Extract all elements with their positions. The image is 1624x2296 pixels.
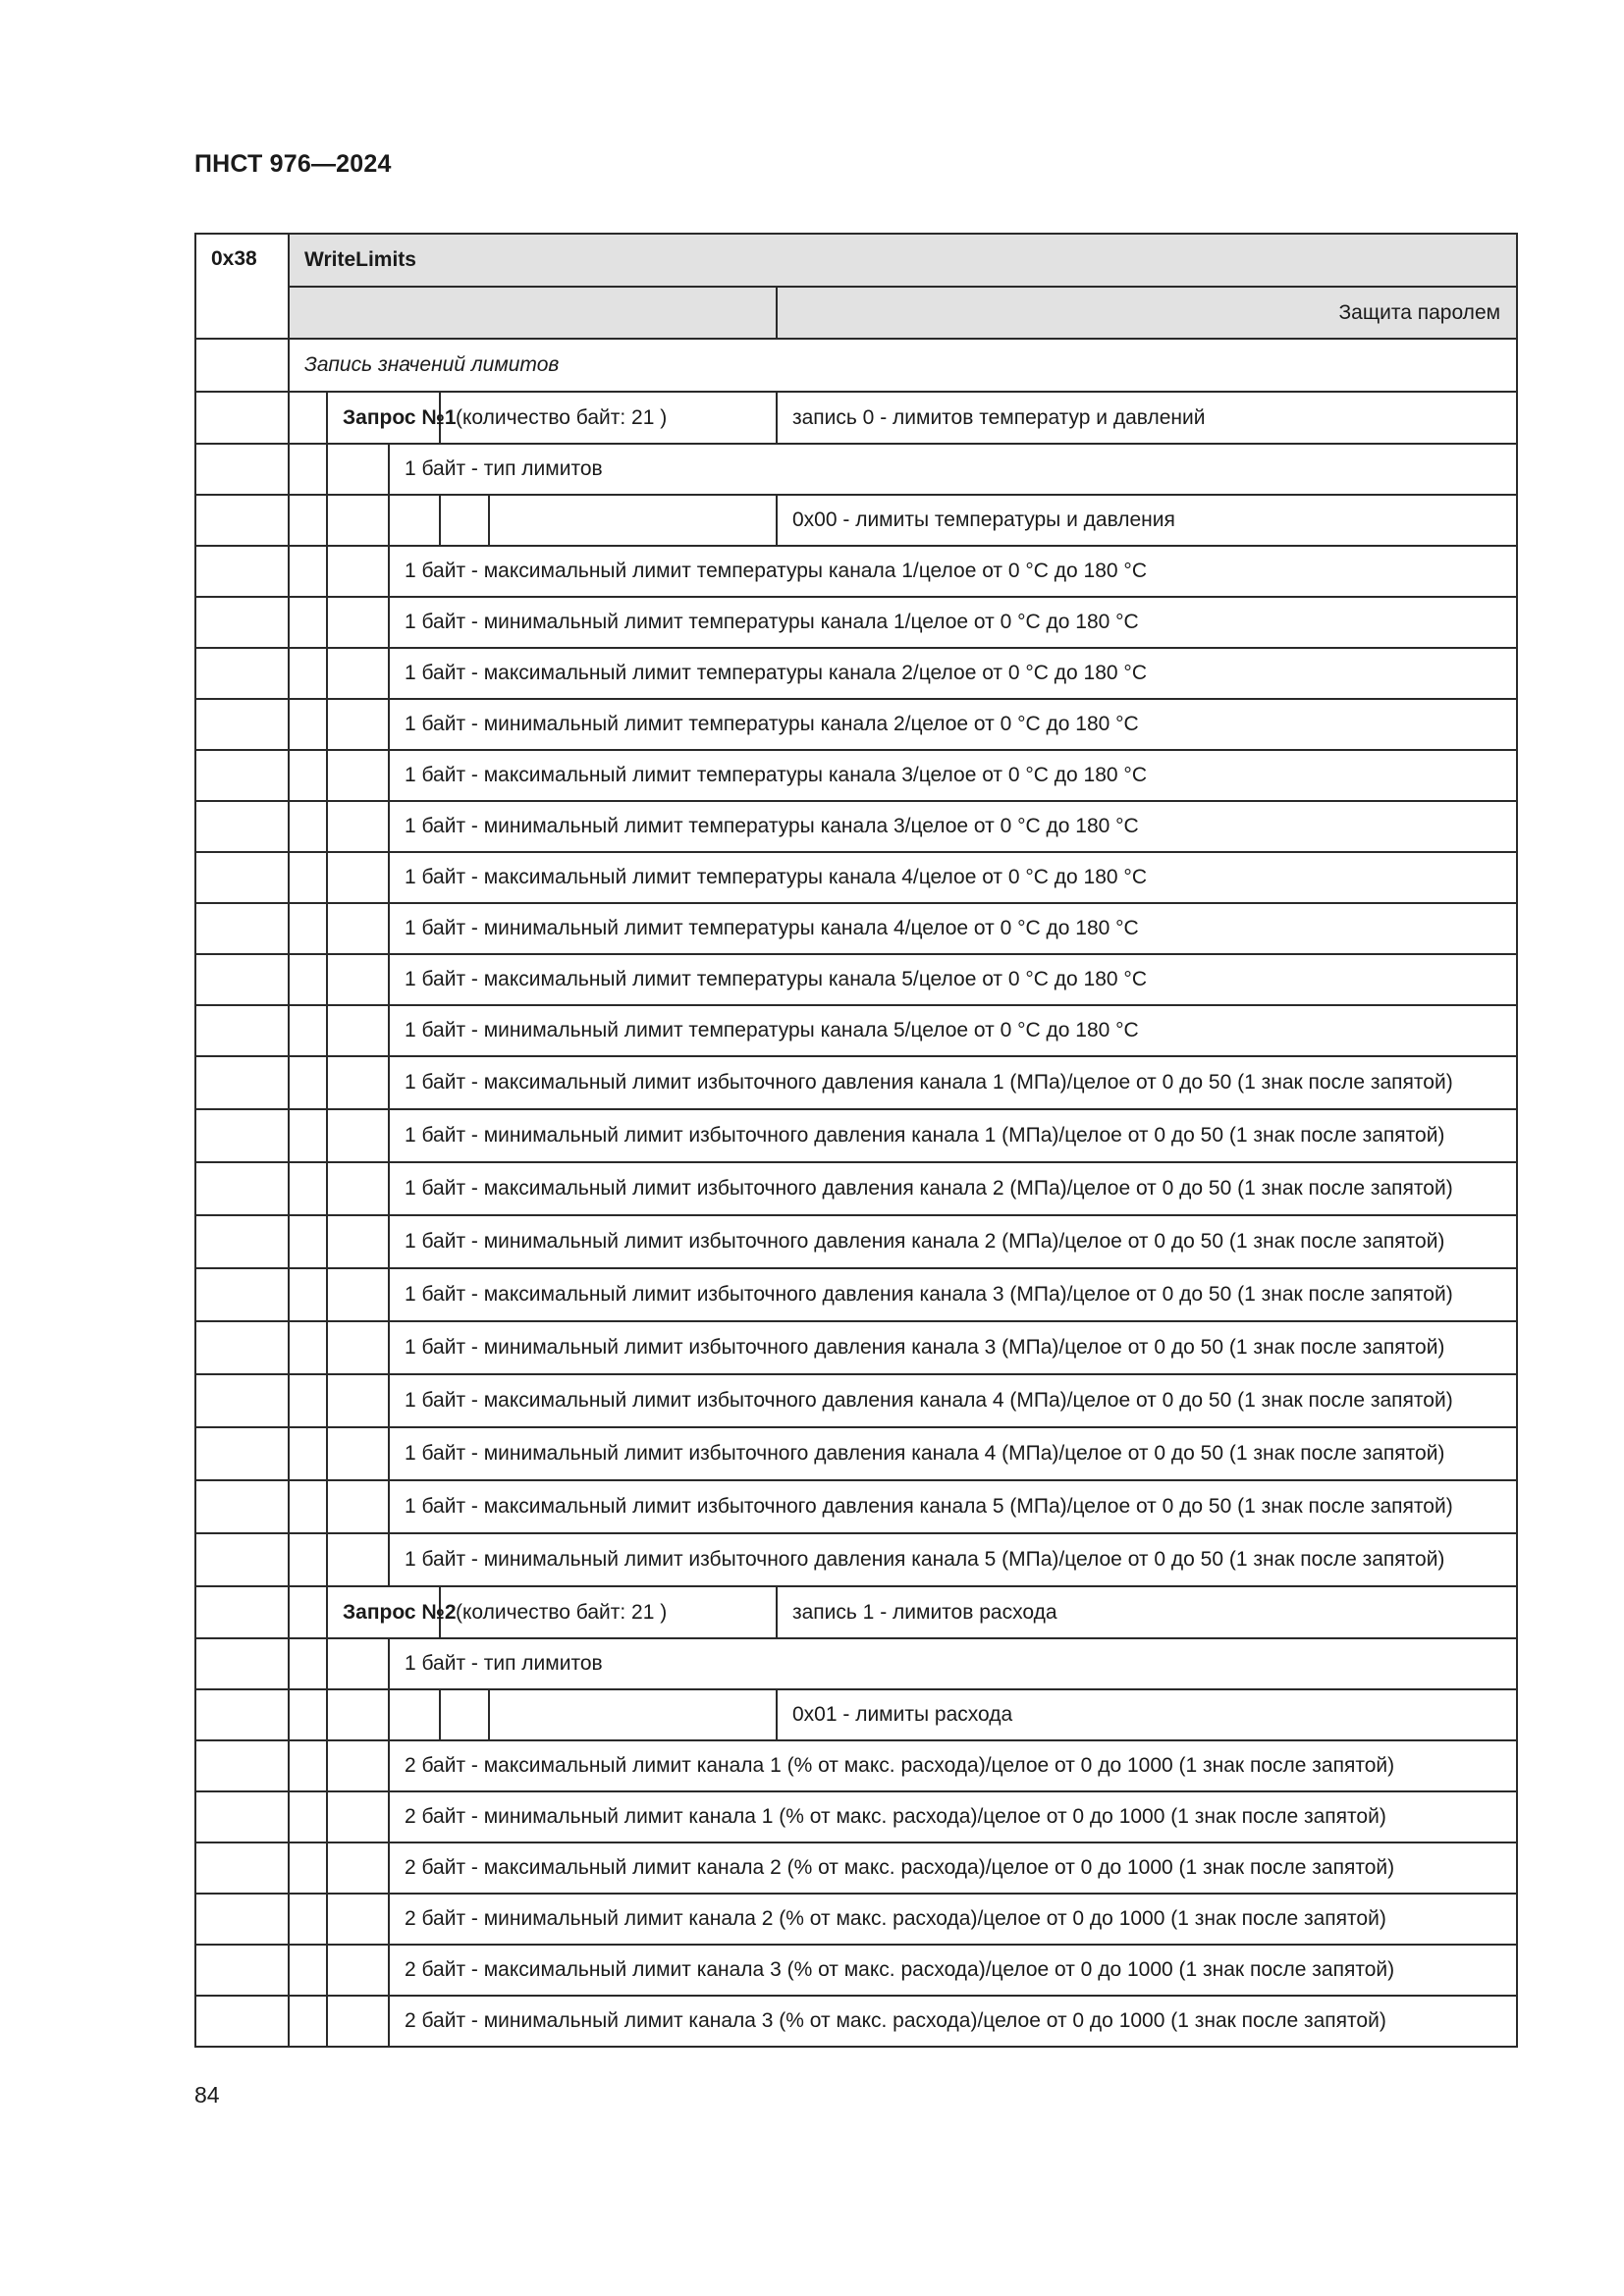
- empty-cell: [327, 954, 389, 1005]
- field-row: [195, 1374, 1517, 1427]
- empty-cell: [327, 1374, 389, 1427]
- command-code: 0x38: [195, 234, 289, 339]
- field-row: [195, 1268, 1517, 1321]
- empty-cell: [327, 1945, 389, 1996]
- field-description: 1 байт - максимальный лимит избыточного давления канала 5 (МПа)/целое от 0 до 50 (1 знак после запятой): [389, 1480, 1517, 1533]
- field-row: [195, 954, 1517, 1005]
- field-row: [195, 1162, 1517, 1215]
- limit-type-value-row: [195, 1689, 1517, 1740]
- empty-cell: [195, 1005, 289, 1056]
- protection-spacer-cell: [289, 287, 777, 339]
- empty-cell: [195, 1056, 289, 1109]
- field-description: 1 байт - максимальный лимит избыточного давления канала 4 (МПа)/целое от 0 до 50 (1 знак после запятой): [389, 1374, 1517, 1427]
- empty-cell: [389, 1689, 440, 1740]
- empty-cell: [289, 1791, 327, 1842]
- empty-cell: [195, 1945, 289, 1996]
- empty-cell: [195, 1638, 289, 1689]
- empty-cell: [289, 444, 327, 495]
- empty-cell: [289, 1374, 327, 1427]
- field-description: 1 байт - максимальный лимит избыточного давления канала 3 (МПа)/целое от 0 до 50 (1 знак после запятой): [389, 1268, 1517, 1321]
- field-row: [195, 1056, 1517, 1109]
- empty-cell: [327, 750, 389, 801]
- limit-type-row: [195, 444, 1517, 495]
- field-description: 2 байт - максимальный лимит канала 3 (% от макс. расхода)/целое от 0 до 1000 (1 знак после запятой): [389, 1945, 1517, 1996]
- field-description: 1 байт - минимальный лимит избыточного давления канала 2 (МПа)/целое от 0 до 50 (1 знак после запятой): [389, 1215, 1517, 1268]
- empty-cell: [289, 1533, 327, 1586]
- limit-type-row: [195, 1638, 1517, 1689]
- empty-cell: [289, 954, 327, 1005]
- empty-cell: [289, 699, 327, 750]
- field-description: 2 байт - максимальный лимит канала 1 (% от макс. расхода)/целое от 0 до 1000 (1 знак после запятой): [389, 1740, 1517, 1791]
- empty-cell: [195, 699, 289, 750]
- limit-type-label: 1 байт - тип лимитов: [389, 444, 1517, 495]
- empty-cell: [195, 1162, 289, 1215]
- empty-cell: [289, 392, 327, 444]
- empty-cell: [327, 1791, 389, 1842]
- empty-cell: [489, 1689, 777, 1740]
- empty-cell: [195, 1740, 289, 1791]
- empty-cell: [289, 1689, 327, 1740]
- field-description: 2 байт - минимальный лимит канала 1 (% от макс. расхода)/целое от 0 до 1000 (1 знак после запятой): [389, 1791, 1517, 1842]
- empty-cell: [289, 1586, 327, 1638]
- empty-cell: [289, 1162, 327, 1215]
- empty-cell: [195, 1374, 289, 1427]
- empty-cell: [195, 903, 289, 954]
- empty-cell: [195, 1533, 289, 1586]
- field-row: [195, 801, 1517, 852]
- empty-cell: [327, 597, 389, 648]
- empty-cell: [195, 1586, 289, 1638]
- empty-cell: [327, 699, 389, 750]
- field-row: [195, 1321, 1517, 1374]
- empty-cell: [327, 852, 389, 903]
- empty-cell: [327, 1533, 389, 1586]
- empty-cell: [195, 954, 289, 1005]
- request-byte-count: (количество байт: 21 ): [440, 1586, 777, 1638]
- description-row: [195, 339, 1517, 392]
- empty-cell: [289, 648, 327, 699]
- field-description: 1 байт - минимальный лимит температуры канала 5/целое от 0 °С до 180 °С: [389, 1005, 1517, 1056]
- field-description: 1 байт - минимальный лимит избыточного давления канала 4 (МПа)/целое от 0 до 50 (1 знак после запятой): [389, 1427, 1517, 1480]
- empty-cell: [327, 1215, 389, 1268]
- field-row: [195, 1894, 1517, 1945]
- empty-cell: [195, 597, 289, 648]
- empty-cell: [327, 1056, 389, 1109]
- empty-cell: [289, 1894, 327, 1945]
- empty-cell: [289, 546, 327, 597]
- command-spec-table: [194, 233, 1518, 2048]
- request-purpose: запись 0 - лимитов температур и давлений: [777, 392, 1517, 444]
- page-number: 84: [194, 2082, 220, 2108]
- field-row: [195, 1533, 1517, 1586]
- field-description: 1 байт - минимальный лимит температуры канала 2/целое от 0 °С до 180 °С: [389, 699, 1517, 750]
- field-description: 2 байт - минимальный лимит канала 3 (% от макс. расхода)/целое от 0 до 1000 (1 знак после запятой): [389, 1996, 1517, 2047]
- request-purpose: запись 1 - лимитов расхода: [777, 1586, 1517, 1638]
- empty-cell: [195, 750, 289, 801]
- limit-type-value-row: [195, 495, 1517, 546]
- empty-cell: [289, 597, 327, 648]
- empty-cell: [327, 1740, 389, 1791]
- empty-cell: [195, 1215, 289, 1268]
- command-header-row: [195, 234, 1517, 287]
- empty-cell: [195, 1480, 289, 1533]
- empty-cell: [327, 648, 389, 699]
- field-row: [195, 750, 1517, 801]
- password-protection: Защита паролем: [777, 287, 1517, 339]
- field-description: 2 байт - максимальный лимит канала 2 (% от макс. расхода)/целое от 0 до 1000 (1 знак после запятой): [389, 1842, 1517, 1894]
- empty-cell: [327, 1321, 389, 1374]
- empty-cell: [327, 444, 389, 495]
- empty-cell: [195, 852, 289, 903]
- empty-cell: [389, 495, 440, 546]
- empty-cell: [289, 1480, 327, 1533]
- empty-cell: [327, 495, 389, 546]
- empty-cell: [195, 1689, 289, 1740]
- empty-cell: [289, 1638, 327, 1689]
- empty-cell: [440, 1689, 489, 1740]
- field-row: [195, 852, 1517, 903]
- empty-cell: [327, 546, 389, 597]
- request-title: Запрос №1: [327, 392, 440, 444]
- empty-cell: [195, 546, 289, 597]
- empty-cell: [289, 1268, 327, 1321]
- field-description: 1 байт - максимальный лимит температуры канала 3/целое от 0 °С до 180 °С: [389, 750, 1517, 801]
- field-row: [195, 648, 1517, 699]
- field-description: 1 байт - максимальный лимит температуры канала 1/целое от 0 °С до 180 °С: [389, 546, 1517, 597]
- empty-cell: [327, 1268, 389, 1321]
- empty-cell: [289, 495, 327, 546]
- empty-cell: [289, 750, 327, 801]
- field-row: [195, 1109, 1517, 1162]
- empty-cell: [195, 1842, 289, 1894]
- empty-cell: [289, 1321, 327, 1374]
- field-row: [195, 1480, 1517, 1533]
- field-description: 1 байт - минимальный лимит температуры канала 3/целое от 0 °С до 180 °С: [389, 801, 1517, 852]
- empty-cell: [289, 1056, 327, 1109]
- field-row: [195, 903, 1517, 954]
- empty-cell: [195, 1427, 289, 1480]
- request-title: Запрос №2: [327, 1586, 440, 1638]
- empty-cell: [327, 1005, 389, 1056]
- request-header-row: [195, 1586, 1517, 1638]
- field-description: 2 байт - минимальный лимит канала 2 (% от макс. расхода)/целое от 0 до 1000 (1 знак после запятой): [389, 1894, 1517, 1945]
- empty-cell: [289, 1109, 327, 1162]
- empty-cell: [195, 444, 289, 495]
- empty-cell: [289, 852, 327, 903]
- empty-cell: [327, 1480, 389, 1533]
- field-row: [195, 1740, 1517, 1791]
- request-header-row: [195, 392, 1517, 444]
- field-row: [195, 1005, 1517, 1056]
- empty-cell: [195, 1321, 289, 1374]
- empty-cell: [195, 392, 289, 444]
- empty-cell: [195, 1268, 289, 1321]
- field-row: [195, 699, 1517, 750]
- empty-cell: [327, 903, 389, 954]
- empty-cell: [195, 495, 289, 546]
- empty-cell: [327, 1894, 389, 1945]
- field-row: [195, 1996, 1517, 2047]
- empty-cell: [289, 903, 327, 954]
- empty-cell: [327, 1689, 389, 1740]
- empty-cell: [289, 1740, 327, 1791]
- field-description: 1 байт - максимальный лимит температуры канала 5/целое от 0 °С до 180 °С: [389, 954, 1517, 1005]
- empty-cell: [195, 339, 289, 392]
- empty-cell: [327, 1842, 389, 1894]
- empty-cell: [289, 801, 327, 852]
- empty-cell: [327, 1427, 389, 1480]
- request-byte-count: (количество байт: 21 ): [440, 392, 777, 444]
- protection-row: [195, 287, 1517, 339]
- field-description: 1 байт - минимальный лимит температуры канала 1/целое от 0 °С до 180 °С: [389, 597, 1517, 648]
- empty-cell: [195, 1996, 289, 2047]
- empty-cell: [327, 801, 389, 852]
- field-row: [195, 1215, 1517, 1268]
- field-description: 1 байт - минимальный лимит избыточного давления канала 3 (МПа)/целое от 0 до 50 (1 знак после запятой): [389, 1321, 1517, 1374]
- field-description: 1 байт - максимальный лимит температуры канала 2/целое от 0 °С до 180 °С: [389, 648, 1517, 699]
- empty-cell: [289, 1005, 327, 1056]
- empty-cell: [440, 495, 489, 546]
- empty-cell: [195, 801, 289, 852]
- empty-cell: [289, 1945, 327, 1996]
- empty-cell: [327, 1162, 389, 1215]
- empty-cell: [289, 1842, 327, 1894]
- limit-type-value: 0x00 - лимиты температуры и давления: [777, 495, 1517, 546]
- command-name: WriteLimits: [289, 234, 1517, 287]
- empty-cell: [327, 1996, 389, 2047]
- field-description: 1 байт - минимальный лимит избыточного давления канала 1 (МПа)/целое от 0 до 50 (1 знак после запятой): [389, 1109, 1517, 1162]
- empty-cell: [327, 1638, 389, 1689]
- empty-cell: [195, 1791, 289, 1842]
- field-row: [195, 1945, 1517, 1996]
- empty-cell: [195, 1894, 289, 1945]
- empty-cell: [195, 648, 289, 699]
- field-description: 1 байт - минимальный лимит температуры канала 4/целое от 0 °С до 180 °С: [389, 903, 1517, 954]
- empty-cell: [489, 495, 777, 546]
- empty-cell: [195, 1109, 289, 1162]
- field-description: 1 байт - максимальный лимит избыточного давления канала 2 (МПа)/целое от 0 до 50 (1 знак после запятой): [389, 1162, 1517, 1215]
- limit-type-label: 1 байт - тип лимитов: [389, 1638, 1517, 1689]
- field-description: 1 байт - минимальный лимит избыточного давления канала 5 (МПа)/целое от 0 до 50 (1 знак после запятой): [389, 1533, 1517, 1586]
- field-description: 1 байт - максимальный лимит избыточного давления канала 1 (МПа)/целое от 0 до 50 (1 знак после запятой): [389, 1056, 1517, 1109]
- empty-cell: [289, 1996, 327, 2047]
- field-description: 1 байт - максимальный лимит температуры канала 4/целое от 0 °С до 180 °С: [389, 852, 1517, 903]
- empty-cell: [327, 1109, 389, 1162]
- field-row: [195, 1791, 1517, 1842]
- empty-cell: [289, 1427, 327, 1480]
- command-description: Запись значений лимитов: [289, 339, 1517, 392]
- field-row: [195, 1427, 1517, 1480]
- limit-type-value: 0x01 - лимиты расхода: [777, 1689, 1517, 1740]
- field-row: [195, 546, 1517, 597]
- field-row: [195, 1842, 1517, 1894]
- document-header: ПНСТ 976—2024: [194, 150, 392, 178]
- field-row: [195, 597, 1517, 648]
- empty-cell: [289, 1215, 327, 1268]
